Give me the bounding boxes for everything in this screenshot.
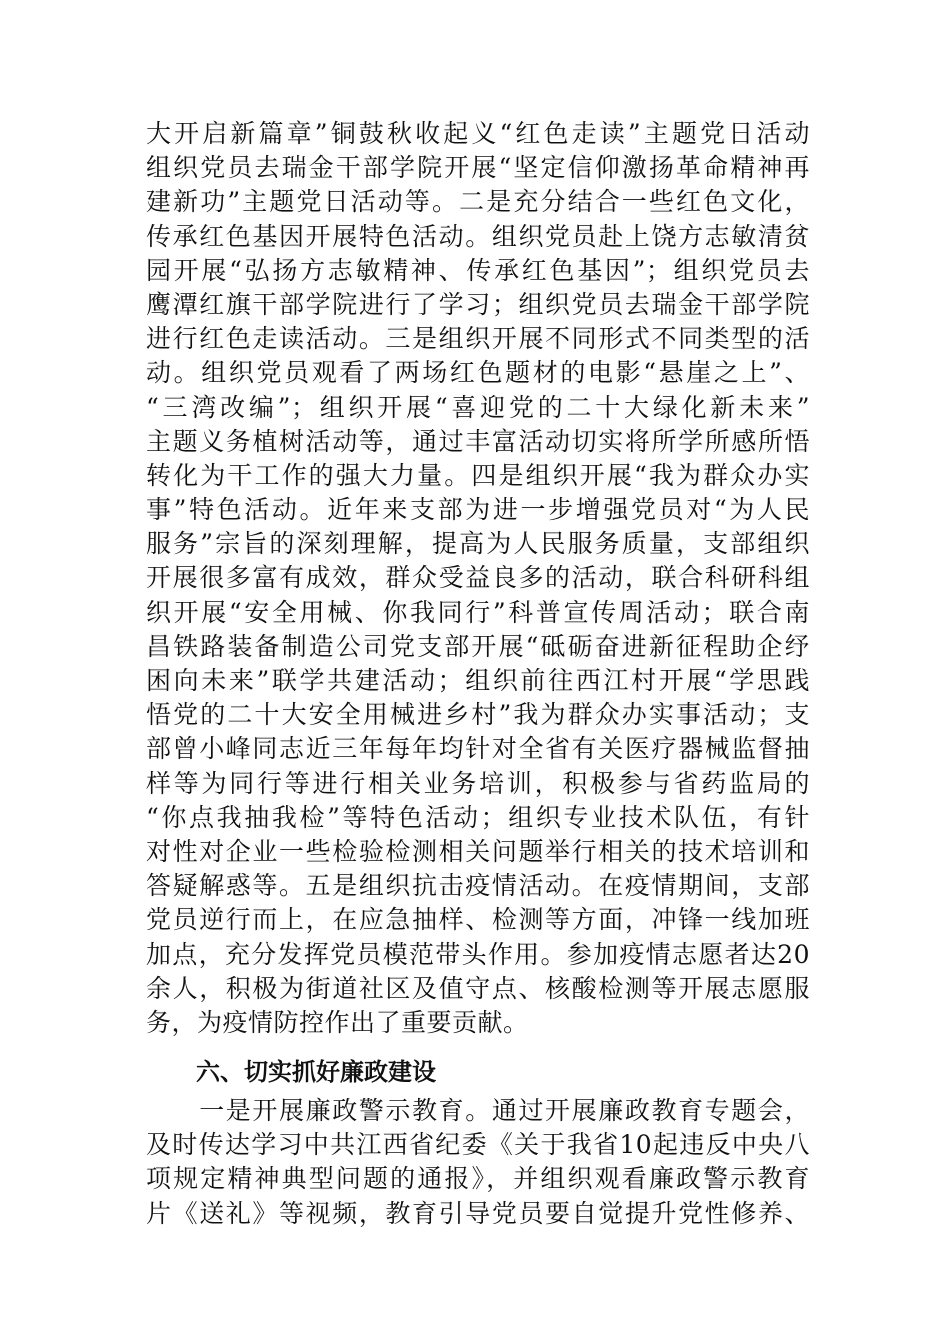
text-line: 传承红色基因开展特色活动。组织党员赴上饶方志敏清贫 bbox=[146, 221, 810, 251]
text-line: 主题义务植树活动等，通过丰富活动切实将所学所感所悟 bbox=[146, 426, 810, 456]
text-line: 建新功”主题党日活动等。二是充分结合一些红色文化， bbox=[146, 187, 810, 217]
text-line: 部曾小峰同志近三年每年均针对全省有关医疗器械监督抽 bbox=[146, 734, 810, 764]
text-line: 及时传达学习中共江西省纪委《关于我省10起违反中央八 bbox=[146, 1130, 810, 1160]
section-heading: 六、切实抓好廉政建设 bbox=[196, 1058, 436, 1086]
text-line: 服务”宗旨的深刻理解，提高为人民服务质量，支部组织 bbox=[146, 529, 810, 559]
text-line: 答疑解惑等。五是组织抗击疫情活动。在疫情期间，支部 bbox=[146, 871, 810, 901]
text-line: 加点，充分发挥党员模范带头作用。参加疫情志愿者达20 bbox=[146, 939, 810, 969]
text-line: “你点我抽我检”等特色活动；组织专业技术队伍，有针 bbox=[146, 802, 810, 832]
text-line: 大开启新篇章”铜鼓秋收起义“红色走读”主题党日活动 bbox=[146, 119, 810, 148]
text-line: 余人，积极为街道社区及值守点、核酸检测等开展志愿服 bbox=[146, 973, 810, 1003]
text-line: 片《送礼》等视频，教育引导党员要自觉提升党性修养、 bbox=[146, 1198, 810, 1228]
text-line: 一是开展廉政警示教育。通过开展廉政教育专题会， bbox=[146, 1096, 810, 1125]
text-line: 事”特色活动。近年来支部为进一步增强党员对“为人民 bbox=[146, 495, 810, 525]
text-line: 动。组织党员观看了两场红色题材的电影“悬崖之上”、 bbox=[146, 358, 810, 388]
text-line: 鹰潭红旗干部学院进行了学习；组织党员去瑞金干部学院 bbox=[146, 289, 810, 319]
text-line: 开展很多富有成效，群众受益良多的活动，联合科研科组 bbox=[146, 563, 810, 593]
text-line: “三湾改编”；组织开展“喜迎党的二十大绿化新未来” bbox=[146, 392, 810, 422]
text-line: 转化为干工作的强大力量。四是组织开展“我为群众办实 bbox=[146, 460, 810, 490]
body-paragraph-continuation bbox=[146, 117, 810, 1040]
text-line: 园开展“弘扬方志敏精神、传承红色基因”；组织党员去 bbox=[146, 255, 810, 285]
text-line: 织开展“安全用械、你我同行”科普宣传周活动；联合南 bbox=[146, 597, 810, 627]
text-line: 进行红色走读活动。三是组织开展不同形式不同类型的活 bbox=[146, 324, 810, 354]
text-line: 项规定精神典型问题的通报》，并组织观看廉政警示教育 bbox=[146, 1164, 810, 1194]
text-line: 样等为同行等进行相关业务培训，积极参与省药监局的 bbox=[146, 768, 810, 798]
text-line: 对性对企业一些检验检测相关问题举行相关的技术培训和 bbox=[146, 836, 810, 866]
body-paragraph-section bbox=[146, 1094, 810, 1231]
text-line: 组织党员去瑞金干部学院开展“坚定信仰激扬革命精神再 bbox=[146, 153, 810, 183]
text-line: 昌铁路装备制造公司党支部开展“砥砺奋进新征程助企纾 bbox=[146, 631, 810, 661]
text-line: 务，为疫情防控作出了重要贡献。 bbox=[146, 1007, 529, 1037]
text-line: 困向未来”联学共建活动；组织前往西江村开展“学思践 bbox=[146, 666, 810, 695]
text-line: 悟党的二十大安全用械进乡村”我为群众办实事活动；支 bbox=[146, 700, 810, 730]
text-line: 党员逆行而上，在应急抽样、检测等方面，冲锋一线加班 bbox=[146, 905, 810, 935]
